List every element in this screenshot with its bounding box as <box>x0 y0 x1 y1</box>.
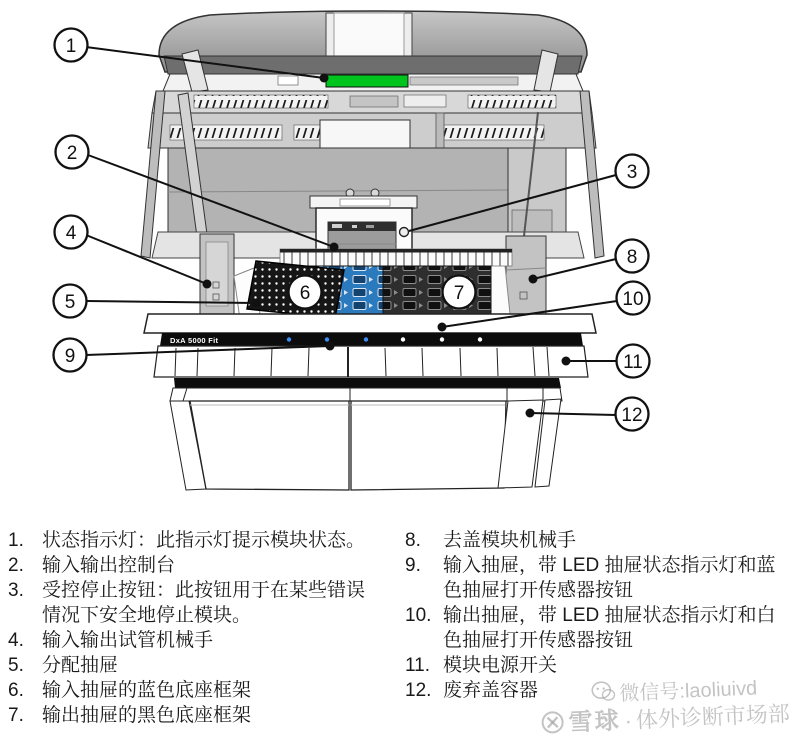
cabinet-left-door <box>190 401 349 490</box>
legend-item-1 <box>8 528 394 553</box>
legend-item-8 <box>405 528 797 553</box>
xueqiu-logo <box>540 710 565 739</box>
leader-dot <box>526 409 535 418</box>
screen-icon <box>352 225 357 228</box>
vent-grille <box>194 95 328 108</box>
leader-dot <box>438 323 447 332</box>
callout-10 <box>617 282 650 315</box>
screen-icon <box>332 224 342 228</box>
callout-2 <box>56 136 89 169</box>
legend-item-2 <box>8 553 394 578</box>
model-label: DxA 5000 Fit <box>170 336 219 345</box>
legend-item-text: 模块电源开关 <box>443 655 558 676</box>
console-handle <box>340 199 390 206</box>
cover-handle-inner <box>334 13 404 57</box>
shelf-detail-box <box>278 76 298 85</box>
wechat-icon <box>591 681 616 709</box>
legend-item-5 <box>8 653 394 678</box>
vent-grille <box>468 95 556 108</box>
callout-6 <box>289 276 322 309</box>
callout-7-label: 7 <box>453 283 465 304</box>
rack-tops-edge <box>280 249 512 253</box>
lower-cabinet <box>170 388 562 490</box>
callout-5 <box>54 285 87 318</box>
legend-item-text: 输出抽屉的黑色底座框架 <box>42 705 252 726</box>
deck-slab <box>144 314 596 333</box>
legend-item-number: 9. <box>405 555 421 576</box>
stop-button <box>400 228 409 237</box>
led-blue-dot <box>325 337 329 341</box>
cabinet-lip <box>170 388 562 401</box>
legend-item-7 <box>8 703 394 728</box>
legend-item-text: 输入抽屉，带 LED 抽屉状态指示灯和蓝色抽屉打开传感器按钮 <box>443 555 776 601</box>
callout-6-label: 6 <box>299 283 311 304</box>
led-white-dot <box>401 337 405 341</box>
legend-item-number: 12. <box>405 680 432 701</box>
legend-item-number: 5. <box>8 655 24 676</box>
callout-9 <box>54 339 87 372</box>
legend-item-text: 受控停止按钮：此按钮用于在某些错误情况下安全地停止模块。 <box>42 580 366 626</box>
leader-dot <box>330 243 339 252</box>
legend-item-text: 输入抽屉的蓝色底座框架 <box>42 680 252 701</box>
callout-1-label: 1 <box>65 36 77 57</box>
leader-dot <box>562 357 571 366</box>
legend-item-text: 去盖模块机械手 <box>443 530 577 551</box>
legend-item-4 <box>8 628 394 653</box>
callout-11-label: 11 <box>623 352 643 373</box>
legend-item-number: 3. <box>8 580 24 601</box>
watermark-separator: · <box>624 707 633 734</box>
legend-item-text: 输入输出试管机械手 <box>42 630 214 651</box>
leader-dot <box>203 280 212 289</box>
legend-item-number: 11. <box>405 655 431 676</box>
legend-item-number: 4. <box>8 630 24 651</box>
callout-11 <box>617 345 650 378</box>
status-indicator-light <box>326 75 408 87</box>
callout-10-label: 10 <box>622 289 644 310</box>
legend-item-number: 2. <box>8 555 24 576</box>
vent-grille <box>444 125 544 140</box>
screen-icon <box>366 225 374 228</box>
legend-item-text: 输出抽屉，带 LED 抽屉状态指示灯和白色抽屉打开传感器按钮 <box>443 605 776 651</box>
led-blue-dot <box>287 337 291 341</box>
callout-4-label: 4 <box>65 223 77 244</box>
callout-3-label: 3 <box>626 162 638 183</box>
callout-4 <box>55 216 88 249</box>
legend-left-column <box>8 528 394 728</box>
leader-dot <box>529 275 538 284</box>
legend-item-number: 7. <box>8 705 24 726</box>
drawer-led-strip <box>160 333 583 346</box>
led-blue-dot <box>364 337 368 341</box>
led-white-dot <box>478 337 482 341</box>
callout-9-label: 9 <box>64 346 76 367</box>
legend-item-10 <box>405 603 797 653</box>
legend-item-9 <box>405 553 797 603</box>
tube-gripper-face <box>206 242 228 306</box>
watermark-brand-name: 雪球 <box>568 707 622 737</box>
leader-dot <box>320 74 329 83</box>
legend-item-6 <box>8 678 394 703</box>
shelf-gray-bar <box>410 77 518 85</box>
callout-5-label: 5 <box>64 292 76 313</box>
legend-item-text: 输入输出控制台 <box>42 555 176 576</box>
legend-item-number: 8. <box>405 530 421 551</box>
callout-8 <box>616 240 649 273</box>
callout-12 <box>616 398 649 431</box>
top-cover <box>159 11 587 92</box>
watermark <box>539 672 800 739</box>
deck-detail <box>350 96 398 107</box>
legend-item-3 <box>8 578 394 628</box>
legend-item-text: 废弃盖容器 <box>443 680 539 701</box>
leader-dot <box>252 299 261 308</box>
legend-item-number: 6. <box>8 680 24 701</box>
console-mount <box>320 120 410 148</box>
callout-12-label: 12 <box>621 405 643 426</box>
legend-item-number: 1. <box>8 530 24 551</box>
watermark-brand-line <box>540 699 800 739</box>
callout-8-label: 8 <box>626 247 638 268</box>
callout-2-label: 2 <box>66 143 78 164</box>
decapper-gripper-column <box>506 236 546 314</box>
leader-dot <box>326 342 335 351</box>
led-white-dot <box>440 337 444 341</box>
callout-1 <box>55 29 88 62</box>
callout-7 <box>443 276 476 309</box>
cabinet-right-door <box>351 401 506 490</box>
callout-3 <box>616 155 649 188</box>
led-strip-bar <box>160 333 583 346</box>
back-wall-right-detail <box>512 210 552 232</box>
deck-detail <box>404 95 446 107</box>
legend-item-text: 状态指示灯：此指示灯提示模块状态。 <box>42 530 366 551</box>
legend-item-text: 分配抽屉 <box>42 655 119 676</box>
separator-bar <box>174 378 561 388</box>
watermark-wechat-id: 微信号:laoliuivd <box>618 676 758 705</box>
legend-item-number: 10. <box>405 605 432 626</box>
watermark-brand-dept: 体外诊断市场部 <box>635 701 791 733</box>
